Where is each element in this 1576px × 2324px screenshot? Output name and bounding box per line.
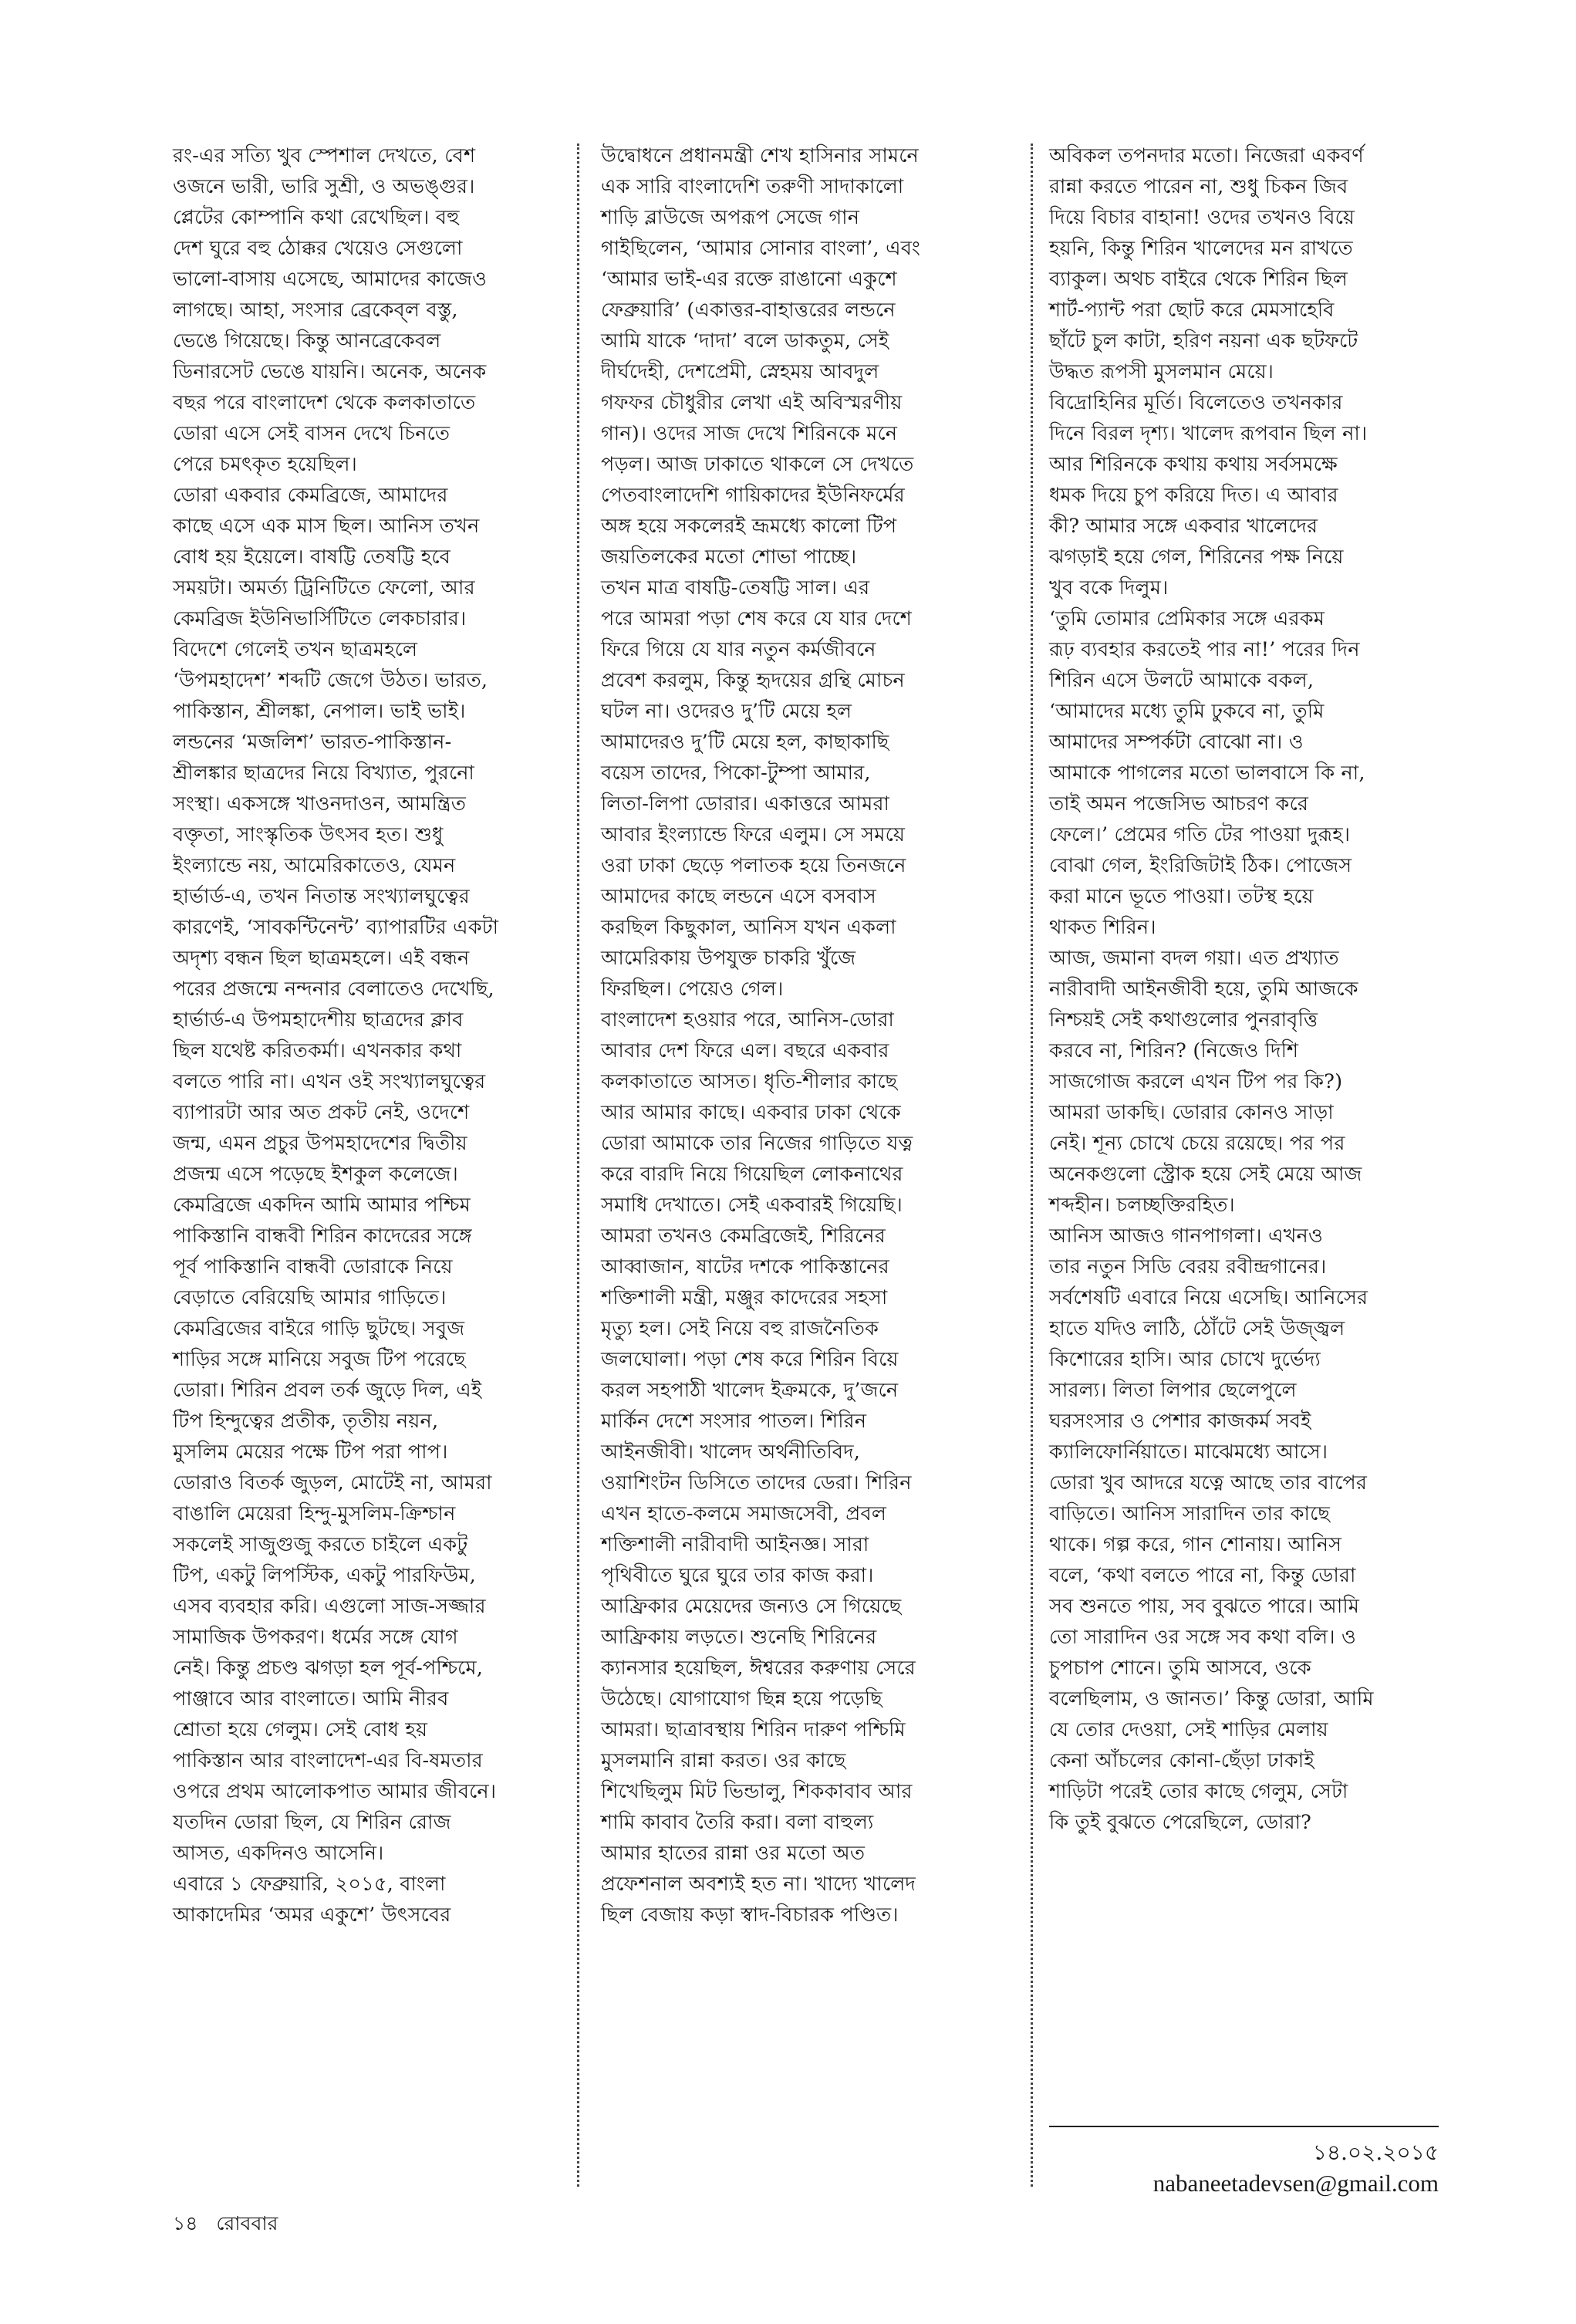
- text-line: আমাদের সম্পর্কটা বোঝো না। ও: [1049, 731, 1304, 754]
- text-line: শাড়ির সঙ্গে মানিয়ে সবুজ টিপ পরেছে: [173, 1348, 466, 1371]
- text-line: তো সারাদিন ওর সঙ্গে সব কথা বলি। ও: [1049, 1626, 1356, 1649]
- text-line: উদ্ধত রূপসী মুসলমান মেয়ে।: [1049, 360, 1274, 383]
- text-line: এবারে ১ ফেব্রুয়ারি, ২০১৫, বাংলা: [173, 1873, 446, 1896]
- text-line: বক্তৃতা, সাংস্কৃতিক উৎসব হত। শুধু: [173, 823, 444, 846]
- text-line: ডোরা একবার কেমব্রিজে, আমাদের: [173, 484, 448, 507]
- page-footer: [173, 2208, 290, 2241]
- text-line: খুব বকে দিলুম।: [1049, 576, 1169, 600]
- text-line: পরের প্রজন্মে নন্দনার বেলাতেও দেখেছি,: [173, 978, 494, 1001]
- text-line: লাগছে। আহা, সংসার ব্রেকেব্‌ল বস্তু,: [173, 299, 458, 322]
- text-line: ঝগড়াই হয়ে গেল, শিরিনের পক্ষ নিয়ে: [1049, 546, 1344, 569]
- text-line: সর্বশেষটি এবারে নিয়ে এসেছি। আনিসের: [1049, 1286, 1368, 1309]
- text-line: আফ্রিকায় লড়তে। শুনেছি শিরিনের: [601, 1626, 877, 1649]
- text-line: মুসলিম মেয়ের পক্ষে টিপ পরা পাপ।: [173, 1441, 448, 1464]
- text-line: আব্বাজান, ষাটের দশকে পাকিস্তানের: [601, 1255, 889, 1279]
- text-line: মার্কিন দেশে সংসার পাতল। শিরিন: [601, 1410, 867, 1433]
- text-line: ফেলে।’ প্রেমের গতি টের পাওয়া দুরূহ।: [1049, 823, 1351, 846]
- text-line: এসব ব্যবহার করি। এগুলো সাজ-সজ্জার: [173, 1595, 486, 1618]
- text-line: আমরা তখনও কেমব্রিজেই, শিরিনের: [601, 1224, 886, 1248]
- text-line: বিদ্রোহিনির মূর্তি। বিলেতেও তখনকার: [1049, 391, 1343, 414]
- text-line: ডোরা। শিরিন প্রবল তর্ক জুড়ে দিল, এই: [173, 1379, 482, 1402]
- text-line: বাঙালি মেয়েরা হিন্দু-মুসলিম-ক্রিশ্চান: [173, 1502, 456, 1525]
- text-line: ওরা ঢাকা ছেড়ে পলাতক হয়ে তিনজনে: [601, 854, 906, 877]
- text-line: রান্না করতে পারেন না, শুধু চিকন জিব: [1049, 175, 1348, 198]
- text-line: আমাদের কাছে লন্ডনে এসে বসবাস: [601, 885, 876, 908]
- text-line: আজ, জমানা বদল গয়া। এত প্রখ্যাত: [1049, 947, 1339, 970]
- text-line: করবে না, শিরিন? (নিজেও দিশি: [1049, 1039, 1299, 1062]
- text-line: হার্ভার্ড-এ উপমহাদেশীয় ছাত্রদের ক্লাব: [173, 1008, 464, 1032]
- text-line: শ্রোতা হয়ে গেলুম। সেই বোধ হয়: [173, 1718, 428, 1741]
- text-line: আবার ইংল্যান্ডে ফিরে এলুম। সে সময়ে: [601, 823, 906, 846]
- signature-rule: [1049, 2126, 1439, 2127]
- text-line: ব্যাকুল। অথচ বাইরে থেকে শিরিন ছিল: [1049, 268, 1348, 291]
- text-line: নারীবাদী আইনজীবী হয়ে, তুমি আজকে: [1049, 978, 1358, 1001]
- text-line: আমরা ডাকছি। ডোরার কোনও সাড়া: [1049, 1101, 1334, 1124]
- text-line: হার্ভার্ড-এ, তখন নিতান্ত সংখ্যালঘুত্বের: [173, 885, 470, 908]
- text-line: যে তোর দেওয়া, সেই শাড়ির মেলায়: [1049, 1718, 1328, 1741]
- text-line: কেমব্রিজ ইউনিভার্সিটিতে লেকচারার।: [173, 607, 467, 630]
- text-line: সব শুনতে পায়, সব বুঝতে পারে। আমি: [1049, 1595, 1360, 1618]
- text-line: বেড়াতে বেরিয়েছি আমার গাড়িতে।: [173, 1286, 447, 1309]
- text-line: থাকে। গল্প করে, গান শোনায়। আনিস: [1049, 1533, 1342, 1556]
- text-line: করল সহপাঠী খালেদ ইক্রমকে, দু’জনে: [601, 1379, 899, 1402]
- text-line: কি তুই বুঝতে পেরেছিলে, ডোরা?: [1049, 1811, 1312, 1834]
- text-line: পূর্ব পাকিস্তানি বান্ধবী ডোরাকে নিয়ে: [173, 1255, 453, 1279]
- text-line: সাজগোজ করলে এখন টিপ পর কি?): [1049, 1070, 1343, 1093]
- text-line: পরে আমরা পড়া শেষ করে যে যার দেশে: [601, 607, 912, 630]
- text-line: আমি যাকে ‘দাদা’ বলে ডাকতুম, সেই: [601, 329, 889, 353]
- article-column-2: [601, 140, 1029, 1930]
- text-line: টিপ, একটু লিপস্টিক, একটু পারফিউম,: [173, 1564, 476, 1587]
- text-line: থাকত শিরিন।: [1049, 916, 1156, 939]
- text-line: এখন হাতে-কলমে সমাজসেবী, প্রবল: [601, 1502, 887, 1525]
- text-line: ছিল বেজায় কড়া স্বাদ-বিচারক পণ্ডিত।: [601, 1903, 899, 1927]
- text-line: বছর পরে বাংলাদেশ থেকে কলকাতাতে: [173, 391, 476, 414]
- text-line: ওয়াশিংটন ডিসিতে তাদের ডেরা। শিরিন: [601, 1471, 912, 1495]
- text-line: নেই। কিন্তু প্রচণ্ড ঝগড়া হল পূর্ব-পশ্চিমে,: [173, 1657, 484, 1680]
- text-line: টিপ হিন্দুত্বের প্রতীক, তৃতীয় নয়ন,: [173, 1410, 439, 1433]
- text-line: আবার দেশ ফিরে এল। বছরে একবার: [601, 1039, 889, 1062]
- text-line: ক্যালিফোর্নিয়াতে। মাঝেমধ্যে আসে।: [1049, 1441, 1328, 1464]
- text-line: ছাঁটে চুল কাটা, হরিণ নয়না এক ছটফটে: [1049, 329, 1358, 353]
- text-line: কী? আমার সঙ্গে একবার খালেদের: [1049, 515, 1318, 538]
- text-line: আমেরিকায় উপযুক্ত চাকরি খুঁজে: [601, 947, 856, 970]
- text-line: বলেছিলাম, ও জানত।’ কিন্তু ডোরা, আমি: [1049, 1687, 1374, 1711]
- text-line: শামি কাবাব তৈরি করা। বলা বাহুল্য: [601, 1811, 874, 1834]
- text-line: হাতে যদিও লাঠি, ঠোঁটে সেই উজ্জ্বল: [1049, 1317, 1345, 1340]
- text-line: এক সারি বাংলাদেশি তরুণী সাদাকালো: [601, 175, 904, 198]
- text-line: শাড়িটা পরেই তোর কাছে গেলুম, সেটা: [1049, 1780, 1348, 1803]
- text-line: শিরিন এসে উলটে আমাকে বকল,: [1049, 669, 1314, 692]
- text-line: কেমব্রিজের বাইরে গাড়ি ছুটছে। সবুজ: [173, 1317, 465, 1340]
- text-line: অবিকল তপনদার মতো। নিজেরা একবর্ণ: [1049, 144, 1364, 167]
- text-line: যতদিন ডোরা ছিল, যে শিরিন রোজ: [173, 1811, 451, 1834]
- column-divider: [577, 144, 579, 2187]
- text-line: ধমক দিয়ে চুপ করিয়ে দিত। এ আবার: [1049, 484, 1338, 507]
- text-line: বলে, ‘কথা বলতে পারে না, কিন্তু ডোরা: [1049, 1564, 1356, 1587]
- article-date: ১৪.০২.২০১৫: [1312, 2140, 1439, 2165]
- text-line: দিয়ে বিচার বাহানা! ওদের তখনও বিয়ে: [1049, 206, 1355, 229]
- text-line: বলতে পারি না। এখন ওই সংখ্যালঘুত্বের: [173, 1070, 486, 1093]
- text-line: করছিল কিছুকাল, আনিস যখন একলা: [601, 916, 896, 939]
- text-line: আইনজীবী। খালেদ অর্থনীতিবিদ,: [601, 1441, 861, 1464]
- text-line: ডোরাও বিতর্ক জুড়ল, মোটেই না, আমরা: [173, 1471, 492, 1495]
- text-line: পাকিস্তানি বান্ধবী শিরিন কাদেরের সঙ্গে: [173, 1224, 472, 1248]
- text-line: ফেব্রুয়ারি’ (একাত্তর-বাহাত্তরের লন্ডনে: [601, 299, 896, 322]
- text-line: বাড়িতে। আনিস সারাদিন তার কাছে: [1049, 1502, 1330, 1525]
- text-line: পাকিস্তান, শ্রীলঙ্কা, নেপাল। ভাই ভাই।: [173, 700, 466, 723]
- text-line: গান)। ওদের সাজ দেখে শিরিনকে মনে: [601, 422, 898, 445]
- text-line: সামাজিক উপকরণ। ধর্মের সঙ্গে যোগ: [173, 1626, 458, 1649]
- text-line: ঘরসংসার ও পেশার কাজকর্ম সবই: [1049, 1410, 1311, 1433]
- text-line: শব্দহীন। চলচ্ছক্তিরহিত।: [1049, 1194, 1235, 1217]
- text-line: কেমব্রিজে একদিন আমি আমার পশ্চিম: [173, 1194, 471, 1217]
- magazine-name: রোববার: [216, 2212, 278, 2234]
- text-line: আমাকে পাগলের মতো ভালবাসে কি না,: [1049, 762, 1365, 785]
- text-line: অদৃশ্য বন্ধন ছিল ছাত্রমহলে। এই বন্ধন: [173, 947, 470, 970]
- text-line: জন্ম, এমন প্রচুর উপমহাদেশের দ্বিতীয়: [173, 1132, 467, 1155]
- text-line: সকলেই সাজুগুজু করতে চাইলে একটু: [173, 1533, 468, 1556]
- text-line: মুসলমানি রান্না করত। ওর কাছে: [601, 1749, 846, 1772]
- text-line: দিনে বিরল দৃশ্য। খালেদ রূপবান ছিল না।: [1049, 422, 1368, 445]
- text-line: ক্যানসার হয়েছিল, ঈশ্বরের করুণায় সেরে: [601, 1657, 916, 1680]
- text-line: আমাদেরও দু’টি মেয়ে হল, কাছাকাছি: [601, 731, 889, 754]
- text-line: পাকিস্তান আর বাংলাদেশ-এর বি-ষমতার: [173, 1749, 483, 1772]
- text-line: ইংল্যান্ডে নয়, আমেরিকাতেও, যেমন: [173, 854, 456, 877]
- text-line: নিশ্চয়ই সেই কথাগুলোর পুনরাবৃত্তি: [1049, 1008, 1318, 1032]
- text-line: সংস্থা। একসঙ্গে খাওনদাওন, আমন্ত্রিত: [173, 792, 467, 816]
- text-line: বোধ হয় ইয়েলে। বাষট্টি তেষট্টি হবে: [173, 546, 451, 569]
- text-line: করা মানে ভূতে পাওয়া। তটস্থ হয়ে: [1049, 885, 1314, 908]
- text-line: পেরে চমৎকৃত হয়েছিল।: [173, 453, 357, 476]
- article-column-1: [173, 140, 601, 1930]
- text-line: জলঘোলা। পড়া শেষ করে শিরিন বিয়ে: [601, 1348, 899, 1371]
- text-line: ডিনারসেট ভেঙে যায়নি। অনেক, অনেক: [173, 360, 487, 383]
- text-line: পাঞ্জাবে আর বাংলাতে। আমি নীরব: [173, 1687, 449, 1711]
- text-line: ওপরে প্রথম আলোকপাত আমার জীবনে।: [173, 1780, 497, 1803]
- text-line: বিদেশে গেলেই তখন ছাত্রমহলে: [173, 638, 418, 661]
- text-line: পড়ল। আজ ঢাকাতে থাকলে সে দেখতে: [601, 453, 914, 476]
- text-line: ‘আমাদের মধ্যে তুমি ঢুকবে না, তুমি: [1049, 700, 1325, 723]
- text-line: ভালো-বাসায় এসেছে, আমাদের কাজেও: [173, 268, 488, 291]
- text-line: করে বারদি নিয়ে গিয়েছিল লোকনাথের: [601, 1163, 903, 1186]
- text-line: আফ্রিকার মেয়েদের জন্যও সে গিয়েছে: [601, 1595, 902, 1618]
- text-line: আর আমার কাছে। একবার ঢাকা থেকে: [601, 1101, 901, 1124]
- text-line: সারল্য। লিতা লিপার ছেলেপুলে: [1049, 1379, 1297, 1402]
- text-line: লিতা-লিপা ডোরার। একাত্তরে আমরা: [601, 792, 890, 816]
- text-line: আকাদেমির ‘অমর একুশে’ উৎসবের: [173, 1903, 451, 1927]
- text-line: অঙ্গ হয়ে সকলেরই ভ্রূমধ্যে কালো টিপ: [601, 515, 897, 538]
- text-line: ওজনে ভারী, ভারি সুশ্রী, ও অভঙ্গুর।: [173, 175, 475, 198]
- text-line: ছিল যথেষ্ট করিতকর্মা। এখনকার কথা: [173, 1039, 462, 1062]
- text-line: শ্রীলঙ্কার ছাত্রদের নিয়ে বিখ্যাত, পুরনো: [173, 762, 475, 785]
- text-line: শাড়ি ব্লাউজে অপরূপ সেজে গান: [601, 206, 860, 229]
- text-line: ঘটল না। ওদেরও দু’টি মেয়ে হল: [601, 700, 852, 723]
- text-line: দেশ ঘুরে বহু ঠোক্কর খেয়েও সেগুলো: [173, 237, 463, 260]
- text-line: মৃত্যু হল। সেই নিয়ে বহু রাজনৈতিক: [601, 1317, 879, 1340]
- text-line: কলকাতাতে আসত। ধৃতি-শীলার কাছে: [601, 1070, 898, 1093]
- text-line: ‘উপমহাদেশ’ শব্দটি জেগে উঠত। ভারত,: [173, 669, 488, 692]
- text-line: লন্ডনের ‘মজলিশ’ ভারত-পাকিস্তান-: [173, 731, 452, 754]
- text-line: গফফর চৌধুরীর লেখা এই অবিস্মরণীয়: [601, 391, 903, 414]
- text-line: রং-এর সত্যি খুব স্পেশাল দেখতে, বেশ: [173, 144, 476, 167]
- text-line: কাছে এসে এক মাস ছিল। আনিস তখন: [173, 515, 480, 538]
- text-line: শার্ট-প্যান্ট পরা ছোট করে মেমসাহেবি: [1049, 299, 1335, 322]
- text-line: প্রজন্ম এসে পড়েছে ইশকুল কলেজে।: [173, 1163, 458, 1186]
- text-line: সমাধি দেখাতে। সেই একবারই গিয়েছি।: [601, 1194, 903, 1217]
- text-line: আমরা। ছাত্রাবস্থায় শিরিন দারুণ পশ্চিমি: [601, 1718, 906, 1741]
- text-line: শক্তিশালী নারীবাদী আইনজ্ঞ। সারা: [601, 1533, 869, 1556]
- text-line: ভেঙে গিয়েছে। কিন্তু আনব্রেকেবল: [173, 329, 441, 353]
- text-line: ফিরে গিয়ে যে যার নতুন কর্মজীবনে: [601, 638, 876, 661]
- text-line: গাইছিলেন, ‘আমার সোনার বাংলা’, এবং: [601, 237, 921, 260]
- text-line: ‘আমার ভাই-এর রক্তে রাঙানো একুশে: [601, 268, 897, 291]
- text-line: নেই। শূন্য চোখে চেয়ে রয়েছে। পর পর: [1049, 1132, 1345, 1155]
- text-line: প্রফেশনাল অবশ্যই হত না। খাদ্যে খালেদ: [601, 1873, 916, 1896]
- text-line: ডোরা খুব আদরে যত্নে আছে তার বাপের: [1049, 1471, 1368, 1495]
- text-line: চুপচাপ শোনে। তুমি আসবে, ওকে: [1049, 1657, 1311, 1680]
- text-line: শক্তিশালী মন্ত্রী, মঞ্জুর কাদেরের সহসা: [601, 1286, 888, 1309]
- article-column-3: [1049, 140, 1477, 1838]
- text-line: ডোরা আমাকে তার নিজের গাড়িতে যত্ন: [601, 1132, 913, 1155]
- text-line: পেতবাংলাদেশি গায়িকাদের ইউনিফর্মের: [601, 484, 905, 507]
- text-line: বয়েস তাদের, পিকো-টুম্পা আমার,: [601, 762, 871, 785]
- text-line: কিশোরের হাসি। আর চোখে দুর্ভেদ্য: [1049, 1348, 1321, 1371]
- text-line: রূঢ় ব্যবহার করতেই পার না!’ পরের দিন: [1049, 638, 1360, 661]
- text-line: প্রবেশ করলুম, কিন্তু হৃদয়ের গ্রন্থি মোচন: [601, 669, 905, 692]
- text-line: আর শিরিনকে কথায় কথায় সর্বসমক্ষে: [1049, 453, 1338, 476]
- text-line: তখন মাত্র বাষট্টি-তেষট্টি সাল। এর: [601, 576, 870, 600]
- text-line: কেনা আঁচলের কোনা-ছেঁড়া ঢাকাই: [1049, 1749, 1314, 1772]
- text-line: উদ্বোধনে প্রধানমন্ত্রী শেখ হাসিনার সামনে: [601, 144, 919, 167]
- text-line: বাংলাদেশ হওয়ার পরে, আনিস-ডোরা: [601, 1008, 894, 1032]
- text-line: ‘তুমি তোমার প্রেমিকার সঙ্গে এরকম: [1049, 607, 1325, 630]
- page-number: ১৪: [173, 2212, 198, 2234]
- text-line: প্লেটের কোম্পানি কথা রেখেছিল। বহু: [173, 206, 460, 229]
- text-line: আনিস আজও গানপাগলা। এখনও: [1049, 1224, 1323, 1248]
- text-line: শিখেছিলুম মিট ভিন্ডালু, শিককাবাব আর: [601, 1780, 913, 1803]
- text-line: কারণেই, ‘সাবকন্টিনেন্ট’ ব্যাপারটির একটা: [173, 916, 499, 939]
- author-email: nabaneetadevsen@gmail.com: [1152, 2170, 1439, 2197]
- text-line: বোঝা গেল, ইংরিজিটাই ঠিক। পোজেস: [1049, 854, 1352, 877]
- text-line: পৃথিবীতে ঘুরে ঘুরে তার কাজ করা।: [601, 1564, 874, 1587]
- text-line: ডোরা এসে সেই বাসন দেখে চিনতে: [173, 422, 451, 445]
- column-divider: [1031, 144, 1033, 2187]
- text-line: উঠেছে। যোগাযোগ ছিন্ন হয়ে পড়েছি: [601, 1687, 882, 1711]
- text-line: ব্যাপারটা আর অত প্রকট নেই, ওদেশে: [173, 1101, 470, 1124]
- text-line: দীর্ঘদেহী, দেশপ্রেমী, স্নেহময় আবদুল: [601, 360, 879, 383]
- text-line: হয়নি, কিন্তু শিরিন খালেদের মন রাখতে: [1049, 237, 1353, 260]
- text-line: ফিরছিল। পেয়েও গেল।: [601, 978, 784, 1001]
- text-line: সময়টা। অমর্ত্য ট্রিনিটিতে ফেলো, আর: [173, 576, 475, 600]
- text-line: জয়তিলকের মতো শোভা পাচ্ছে।: [601, 546, 857, 569]
- text-line: তাই অমন পজেসিভ আচরণ করে: [1049, 792, 1309, 816]
- text-line: আসত, একদিনও আসেনি।: [173, 1842, 384, 1865]
- text-line: তার নতুন সিডি বেরয় রবীন্দ্রগানের।: [1049, 1255, 1327, 1279]
- text-line: আমার হাতের রান্না ওর মতো অত: [601, 1842, 866, 1865]
- text-line: অনেকগুলো স্ট্রোক হয়ে সেই মেয়ে আজ: [1049, 1163, 1362, 1186]
